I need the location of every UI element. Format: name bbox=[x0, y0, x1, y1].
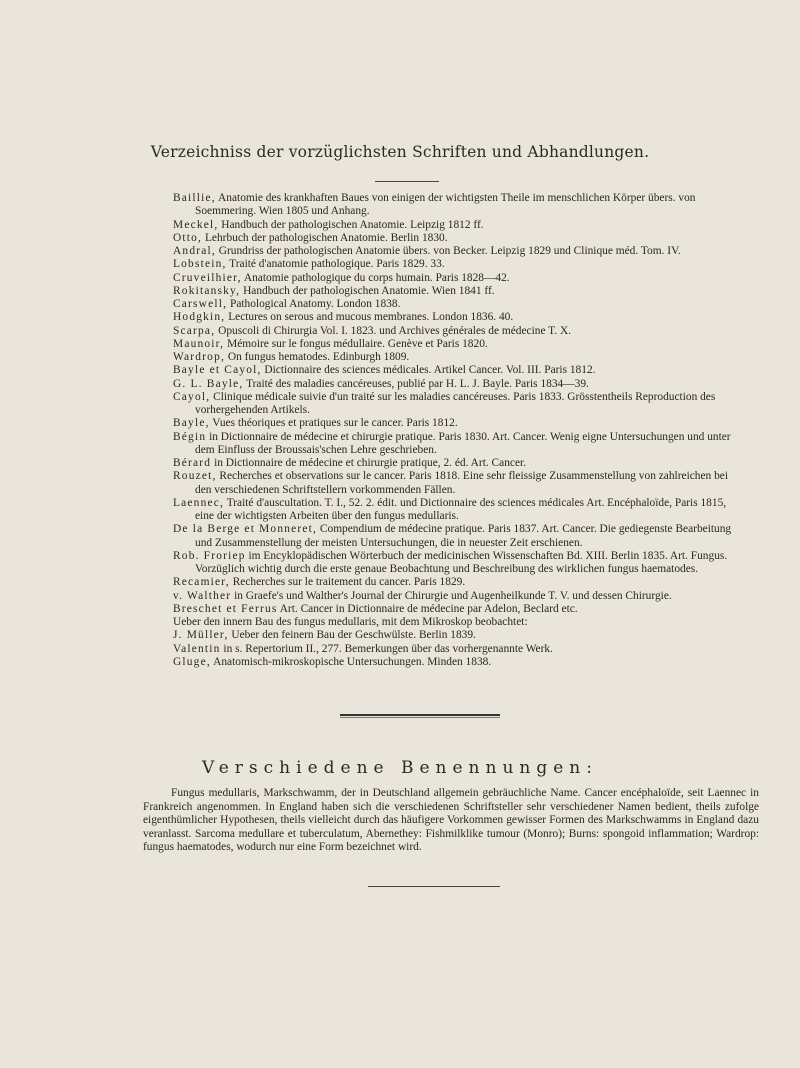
reference-text: Vues théoriques et pratiques sur le cancer. Paris 1812. bbox=[212, 417, 458, 430]
reference-author: Laennec, bbox=[173, 496, 225, 509]
reference-author: Breschet et Ferrus bbox=[173, 602, 278, 615]
title-rule bbox=[375, 181, 439, 182]
reference-item bbox=[173, 232, 745, 245]
reference-item bbox=[173, 364, 745, 377]
paragraph-text: Fungus medullaris, Markschwamm, der in Deutschland allgemein gebräuchliche Name. Cancer encéphaloïde, seit Laennec in Frankreich angenommen. In England haben sich die verschiedenen Schriftsteller sehr verschiedener Namen bedient, theils zufolge eigenthümlicher Hypothesen, theils vielleicht durch das häufigere Vorkommen gewisser Formen des Markschwamms in England dazu veranlasst. Sarcoma medullare et tuberculatum, Abernethey: Fishmilklike tumour (Monro); Burns: spongoid inflammation; Wardrop: fungus haematodes, wodurch nur eine Form bezeichnet wird. bbox=[143, 787, 759, 854]
reference-text: im Encyklopädischen Wörterbuch der medicinischen Wissenschaften Bd. XIII. Berlin 1835. Art. Fungus. Vorzüglich wichtig durch die erste genaue Beobachtung und Beschreibung des wirklichen fungus haematodes. bbox=[195, 549, 728, 575]
reference-author: Valentin bbox=[173, 642, 221, 655]
reference-text: Lehrbuch der pathologischen Anatomie. Berlin 1830. bbox=[204, 231, 448, 244]
reference-author: Bégin bbox=[173, 430, 207, 443]
reference-text: Grundriss der pathologischen Anatomie übers. von Becker. Leipzig 1829 und Clinique méd. Tom. IV. bbox=[218, 245, 681, 257]
reference-item bbox=[173, 590, 745, 603]
reference-text: Recherches et observations sur le cancer. Paris 1818. Eine sehr fleissige Zusammenstellung von zahlreichen bei den verschiedenen Schriftstellern vorkommenden Fällen. bbox=[195, 470, 728, 496]
reference-text: Recherches sur le traitement du cancer. Paris 1829. bbox=[232, 576, 466, 589]
page-title: Verzeichniss der vorzüglichsten Schriften und Abhandlungen. bbox=[150, 143, 650, 161]
reference-author: Baillie, bbox=[173, 192, 216, 204]
reference-text: Anatomie pathologique du corps humain. Paris 1828—42. bbox=[243, 271, 510, 284]
reference-text: in Graefe's und Walther's Journal der Chirurgie und Augenheilkunde T. V. und dessen Chirurgie. bbox=[234, 589, 672, 602]
reference-item bbox=[173, 550, 745, 577]
reference-item bbox=[173, 219, 745, 232]
reference-item bbox=[173, 470, 745, 497]
reference-text: Clinique médicale suivie d'un traité sur les maladies cancéreuses. Paris 1833. Grösstentheils Reproduction des vorhergehenden Artikels. bbox=[195, 390, 716, 416]
reference-author: Cayol, bbox=[173, 390, 211, 403]
reference-item bbox=[173, 272, 745, 285]
reference-author: Bérard bbox=[173, 457, 212, 469]
reference-text: Ueber den innern Bau des fungus medullaris, mit dem Mikroskop beobachtet: bbox=[173, 616, 528, 628]
end-rule bbox=[368, 886, 500, 887]
reference-item bbox=[173, 311, 745, 324]
reference-item bbox=[173, 391, 745, 418]
reference-item bbox=[173, 338, 745, 351]
reference-author: Otto, bbox=[173, 231, 203, 244]
reference-text: in Dictionnaire de médecine et chirurgie pratique. Paris 1830. Art. Cancer. Wenig eigne Untersuchungen und unter dem Einfluss der Broussais'schen Lehre geschrieben. bbox=[195, 430, 731, 456]
reference-author: Maunoir, bbox=[173, 337, 225, 350]
reference-author: v. Walther bbox=[173, 589, 232, 602]
reference-item bbox=[173, 325, 745, 338]
reference-text: Pathological Anatomy. London 1838. bbox=[230, 298, 401, 310]
reference-item bbox=[173, 457, 745, 470]
reference-item bbox=[173, 285, 745, 298]
reference-author: Rob. Froriep bbox=[173, 549, 246, 562]
section-heading: Verschiedene Benennungen: bbox=[202, 758, 598, 778]
reference-text: Anatomisch-mikroskopische Untersuchungen. Minden 1838. bbox=[213, 655, 492, 668]
reference-author: Scarpa, bbox=[173, 324, 216, 337]
reference-text: Traité d'anatomie pathologique. Paris 1829. 33. bbox=[229, 258, 445, 271]
section-divider-thin bbox=[340, 717, 500, 718]
reference-author: Wardrop, bbox=[173, 351, 226, 363]
reference-item bbox=[173, 431, 745, 458]
reference-text: Traité d'auscultation. T. I., 52. 2. édit. und Dictionnaire des sciences médicales Art. Encéphaloïde, Paris 1815, eine der wichtigsten Arbeiten über den fungus medullaris. bbox=[195, 496, 727, 522]
reference-text: Handbuch der pathologischen Anatomie. Leipzig 1812 ff. bbox=[221, 218, 484, 231]
reference-text: Mémoire sur le fongus médullaire. Genève et Paris 1820. bbox=[227, 337, 488, 350]
reference-text: in s. Repertorium II., 277. Bemerkungen über das vorhergenannte Werk. bbox=[223, 642, 553, 655]
reference-text: Handbuch der pathologischen Anatomie. Wien 1841 ff. bbox=[243, 284, 495, 297]
reference-text: in Dictionnaire de médecine et chirurgie pratique, 2. éd. Art. Cancer. bbox=[214, 457, 527, 469]
reference-author: G. L. Bayle, bbox=[173, 377, 244, 390]
reference-author: De la Berge et Monneret, bbox=[173, 523, 318, 536]
reference-author: Bayle et Cayol, bbox=[173, 364, 262, 377]
reference-item bbox=[173, 656, 745, 669]
reference-item bbox=[173, 417, 745, 430]
reference-author: Meckel, bbox=[173, 218, 219, 231]
reference-item bbox=[173, 192, 745, 219]
section-divider bbox=[340, 714, 500, 716]
reference-text: Compendium de médecine pratique. Paris 1837. Art. Cancer. Die gediegenste Bearbeitung und Zusammenstellung der meisten Untersuchungen, die in neuester Zeit erschienen. bbox=[195, 523, 732, 549]
reference-item bbox=[173, 629, 745, 642]
reference-text: Lectures on serous and mucous membranes. London 1836. 40. bbox=[228, 311, 514, 324]
reference-author: Recamier, bbox=[173, 576, 230, 589]
reference-author: Andral, bbox=[173, 245, 216, 257]
reference-text: Traité des maladies cancéreuses, publié par H. L. J. Bayle. Paris 1834—39. bbox=[246, 377, 589, 390]
reference-author: Hodgkin, bbox=[173, 311, 226, 324]
reference-item bbox=[173, 603, 745, 616]
reference-author: J. Müller, bbox=[173, 629, 229, 642]
reference-author: Gluge, bbox=[173, 655, 211, 668]
reference-text: Dictionnaire des sciences médicales. Artikel Cancer. Vol. III. Paris 1812. bbox=[264, 364, 596, 377]
reference-text: Anatomie des krankhaften Baues von einigen der wichtigsten Theile im menschlichen Körper übers. von Soemmering. Wien 1805 und Anhang. bbox=[195, 192, 696, 218]
reference-item bbox=[173, 497, 745, 524]
reference-text: On fungus hematodes. Edinburgh 1809. bbox=[227, 351, 410, 363]
reference-item bbox=[173, 378, 745, 391]
reference-author: Cruveilhier, bbox=[173, 271, 242, 284]
reference-item bbox=[173, 643, 745, 656]
reference-author: Bayle, bbox=[173, 417, 210, 430]
reference-item bbox=[173, 576, 745, 589]
reference-text: Art. Cancer in Dictionnaire de médecine par Adelon, Beclard etc. bbox=[279, 602, 578, 615]
reference-item bbox=[173, 298, 745, 311]
reference-list bbox=[173, 192, 745, 669]
reference-item bbox=[173, 245, 745, 258]
reference-author: Rouzet, bbox=[173, 470, 217, 483]
reference-author: Rokitansky, bbox=[173, 284, 241, 297]
reference-text: Opuscoli di Chirurgia Vol. I. 1823. und Archives générales de médecine T. X. bbox=[218, 324, 572, 337]
reference-item bbox=[173, 351, 745, 364]
section-paragraph bbox=[143, 787, 759, 855]
reference-item bbox=[173, 523, 745, 550]
reference-text: Ueber den feinern Bau der Geschwülste. Berlin 1839. bbox=[231, 629, 476, 642]
reference-item bbox=[173, 258, 745, 271]
reference-item bbox=[173, 616, 745, 629]
reference-author: Lobstein, bbox=[173, 258, 227, 271]
reference-author: Carswell, bbox=[173, 298, 228, 310]
